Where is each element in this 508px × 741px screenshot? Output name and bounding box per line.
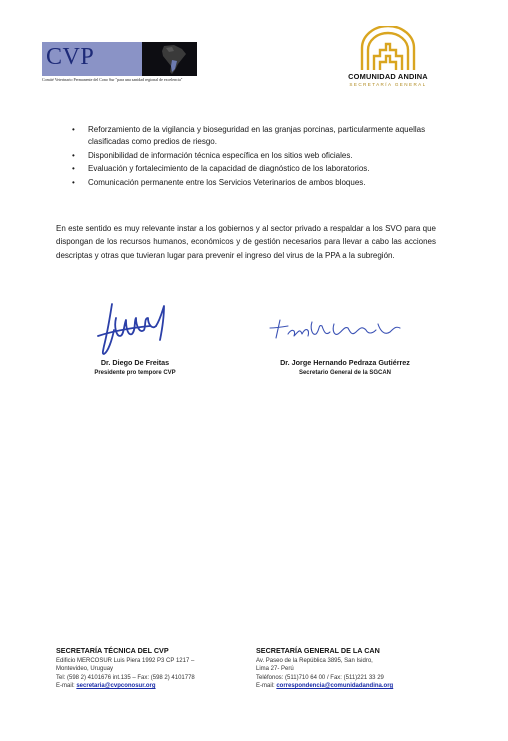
footer-title: SECRETARÍA GENERAL DE LA CAN [256,646,380,655]
list-item: • Comunicación permanente entre los Servicios Veterinarios de ambos bloques. [72,177,366,187]
signer-right [255,358,435,376]
signer-left [70,358,200,376]
cvp-logo-text: CVP [46,44,95,70]
signer-role: Presidente pro tempore CVP [94,370,176,376]
andean-arch-icon [356,26,420,72]
signer-role: Secretario General de la SGCAN [298,370,392,376]
footer-address-line: Lima 27- Perú [256,666,294,673]
bullet-icon: • [72,150,75,160]
footer-address-line: Av. Paseo de la República 3895, San Isidro, [256,658,373,664]
footer-can-contact [256,646,466,691]
email-link[interactable]: secretaria@cvpconosur.org [76,683,156,690]
signature-de-freitas [90,296,185,358]
body-paragraph: En este sentido es muy relevante instar a los gobiernos y al sector privado a respaldar a los SVO para que dispongan de los recursos humanos, económicos y de gestión necesarios para llevar a cabo las acciones descriptas y otras que tuvieran lugar para prevenir el ingreso del virus de la PPA a la subregión. [56,224,436,260]
bullet-icon: • [72,125,75,134]
footer-cvp-contact [56,646,256,691]
bullet-icon: • [72,164,75,173]
list-item: • Evaluación y fortalecimiento de la capacidad de diagnóstico de los laboratorios. [72,164,370,173]
footer-address-line: Montevideo, Uruguay [56,666,114,673]
list-item: • Disponibilidad de información técnica específica en los sitios web oficiales. [72,150,353,160]
south-america-map-icon [142,42,197,76]
footer-address-line: Edificio MERCOSUR Luis Piera 1992 P3 CP 1217 – [56,658,195,664]
cvp-logo-subtext: Comité Veterinario Permanente del Cono Sur "para una sanidad regional de excelencia" [42,77,183,82]
measures-list [72,124,452,190]
signature-pedraza [262,314,412,344]
cvp-logo [42,42,197,86]
bullet-icon: • [72,177,75,187]
footer-email-line: E-mail: correspondencia@comunidadandina.org [256,683,394,690]
footer-phone-line: Tel: (598 2) 4101676 int.135 – Fax: (598 2) 4101778 [56,674,195,681]
footer-phone-line: Teléfonos: (511)710 64 00 / Fax: (511)221 33 29 [256,674,384,681]
can-logo-title: COMUNIDAD ANDINA [348,72,428,81]
signer-name: Dr. Jorge Hernando Pedraza Gutiérrez [280,358,410,367]
comunidad-andina-logo [342,26,432,92]
can-logo-subtitle: SECRETARÍA GENERAL [349,82,427,87]
footer-email-line: E-mail: secretaria@cvpconosur.org [56,683,156,690]
list-item: • Reforzamiento de la vigilancia y bioseguridad en las granjas porcinas, particularmente aquellas clasificadas como predios de riesgo. [72,125,426,146]
signer-name: Dr. Diego De Freitas [100,358,170,367]
footer-title: SECRETARÍA TÉCNICA DEL CVP [56,646,169,655]
email-link[interactable]: correspondencia@comunidadandina.org [276,683,394,690]
